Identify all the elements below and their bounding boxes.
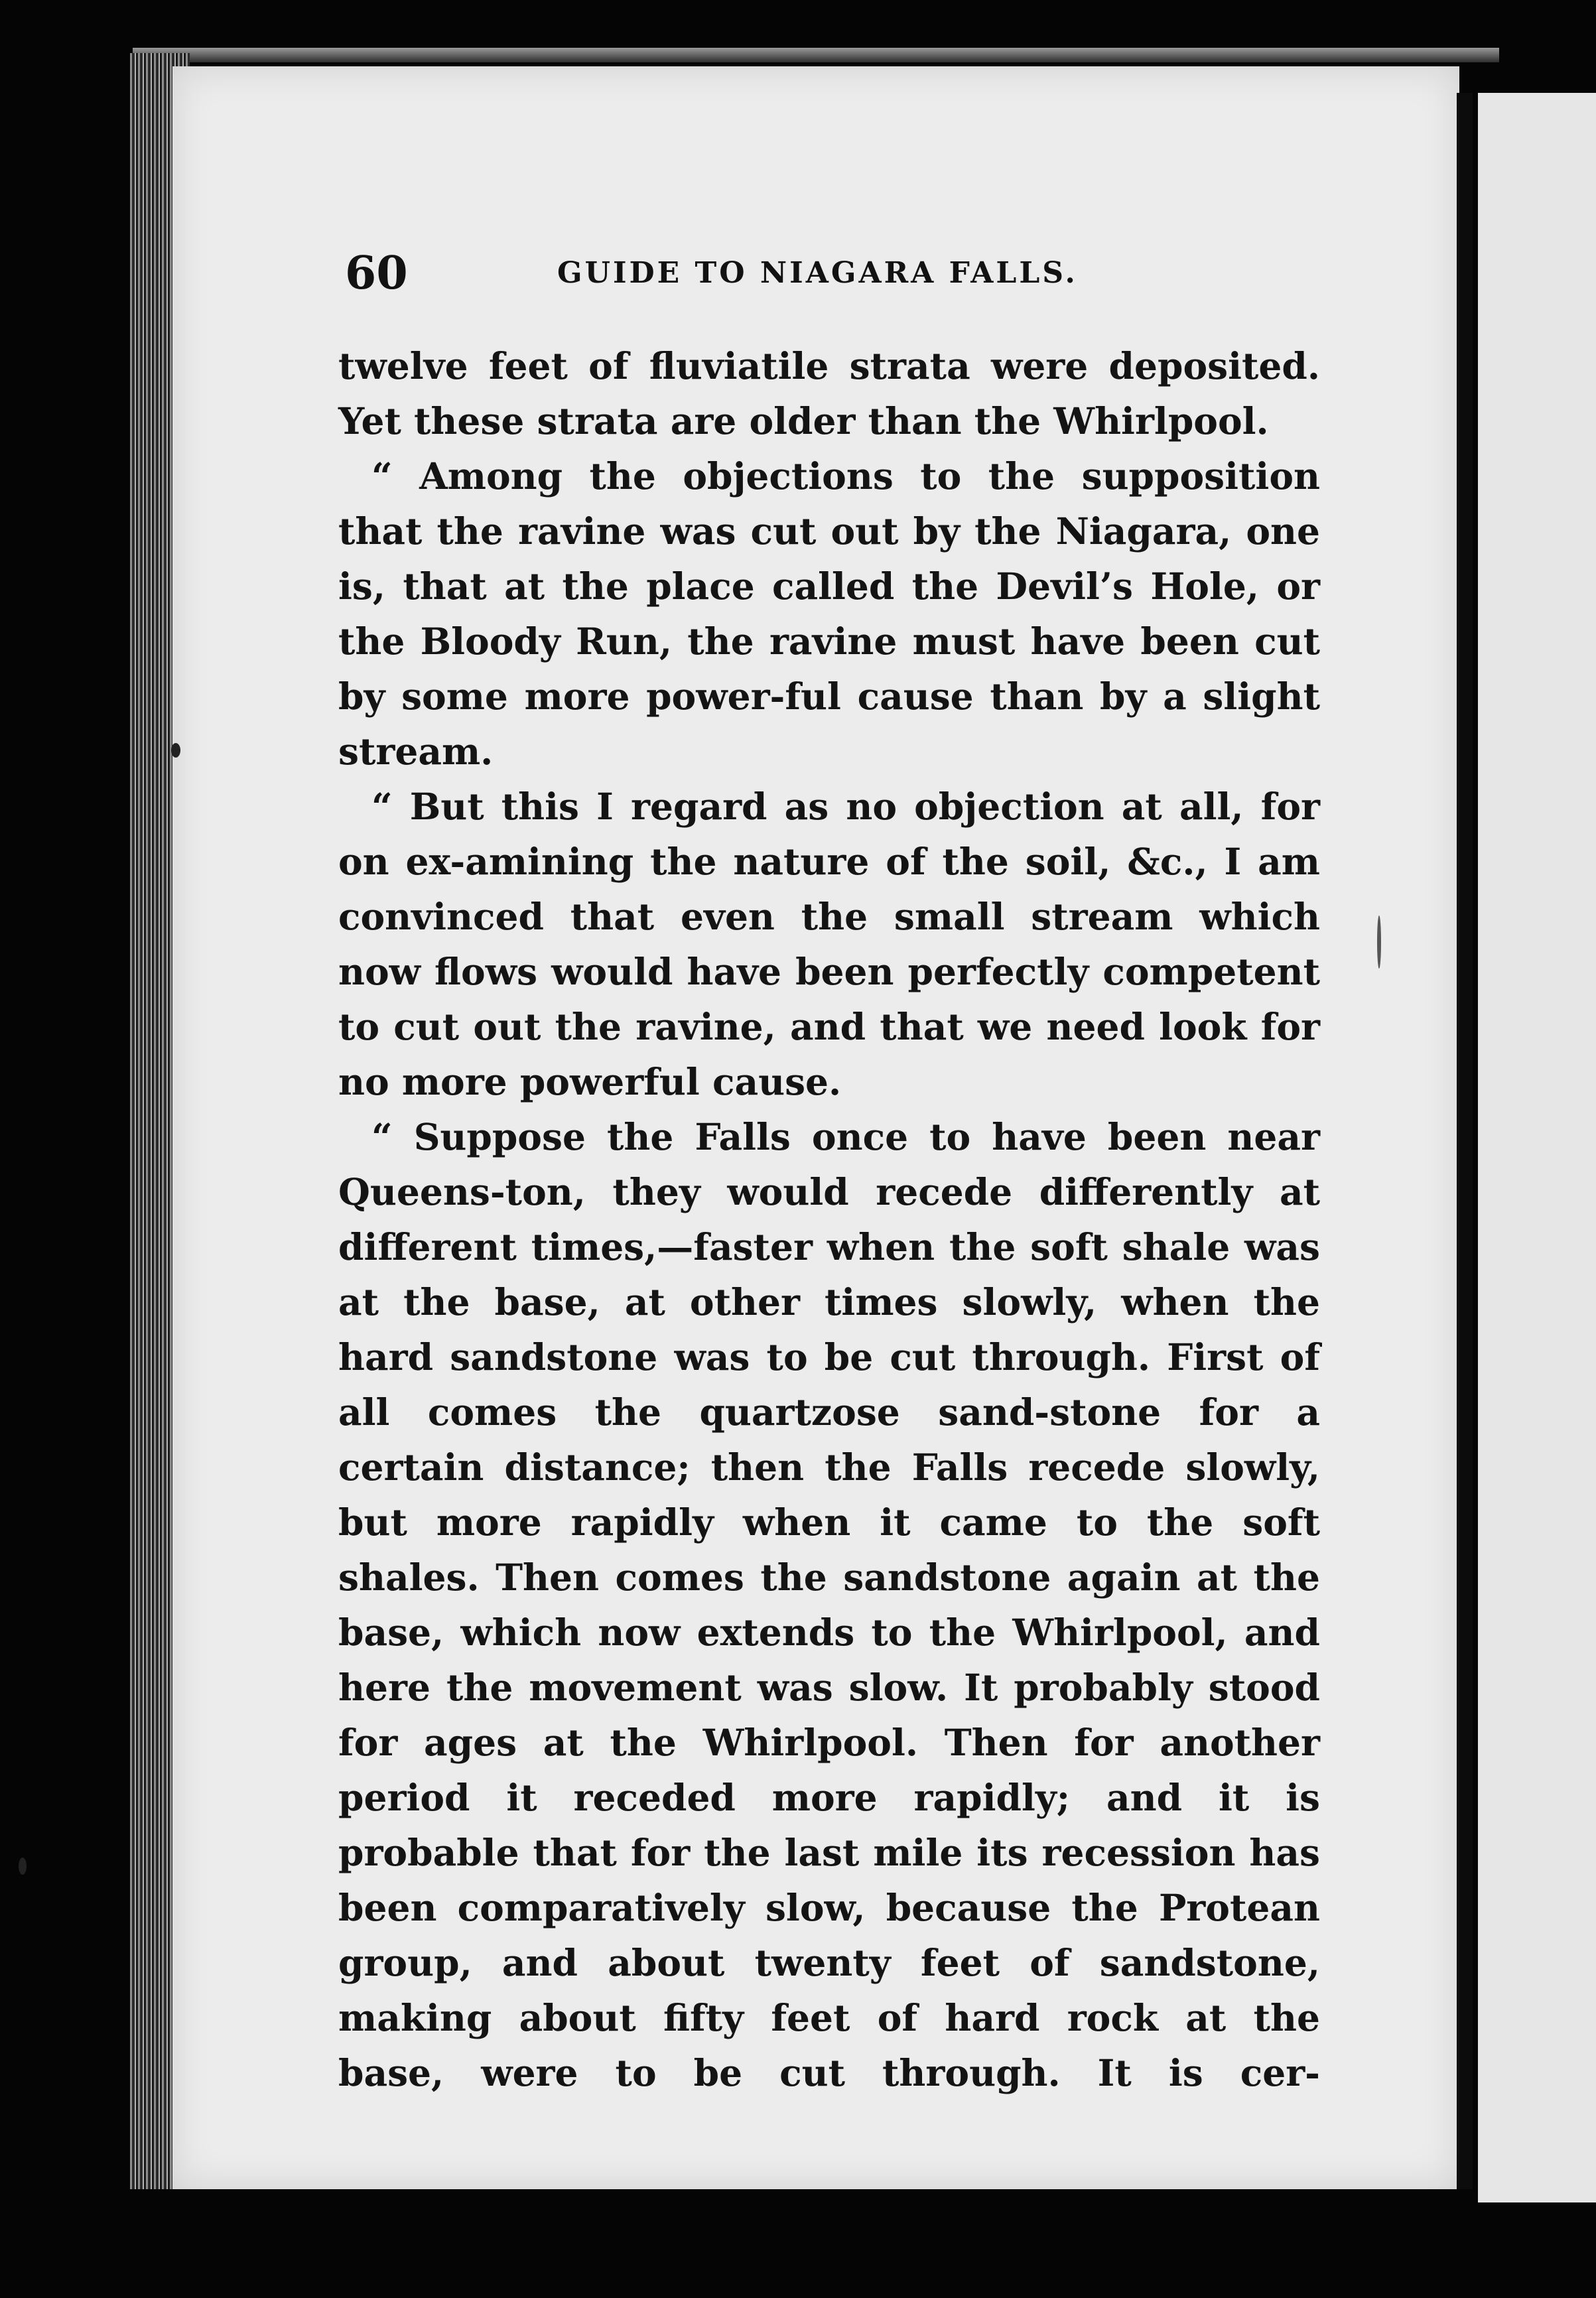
page-number: 60 <box>345 247 408 300</box>
facing-page-edge <box>1478 93 1596 2202</box>
page-gutter <box>1457 93 1473 2189</box>
paragraph-1: twelve feet of fluviatile strata were deposited. Yet these strata are older than the Whirlpool. <box>338 344 1320 442</box>
book-top-edge <box>133 48 1499 62</box>
scan-speck <box>19 1858 27 1875</box>
running-head <box>338 247 1327 300</box>
paragraph-4: “ Suppose the Falls once to have been near Queens-ton, they would recede differently at different times,—faster when the soft shale was at the base, at other times slowly, when the hard sandstone was to be cut through. First of all comes the quartzose sand-stone for a certain distance; then the Falls recede slowly, but more rapidly when it came to the soft shales. Then comes the sandstone again at the base, which now extends to the Whirlpool, and here the movement was slow. It probably stood for ages at the Whirlpool. Then for another period it receded more rapidly; and it is probable that for the last mile its recession has been comparatively slow, because the Protean group, and about twenty feet of sandstone, making about fifty feet of hard rock at the base, were to be cut through. It is cer- <box>338 1115 1320 2094</box>
body-text <box>338 338 1320 2100</box>
paragraph-3: “ But this I regard as no objection at all, for on ex-amining the nature of the soil, &c., I am convinced that even the small stream which now flows would have been perfectly competent to cut out the ravine, and that we need look for no more powerful cause. <box>338 785 1320 1103</box>
running-head-title: GUIDE TO NIAGARA FALLS. <box>557 256 1078 290</box>
paragraph-2: “ Among the objections to the supposition that the ravine was cut out by the Niagara, one is, that at the place called the Devil’s Hole, or the Bloody Run, the ravine must have been cut by some more power-ful cause than by a slight stream. <box>338 454 1320 773</box>
scan-speck <box>1377 915 1381 969</box>
scan-speck <box>171 743 180 758</box>
